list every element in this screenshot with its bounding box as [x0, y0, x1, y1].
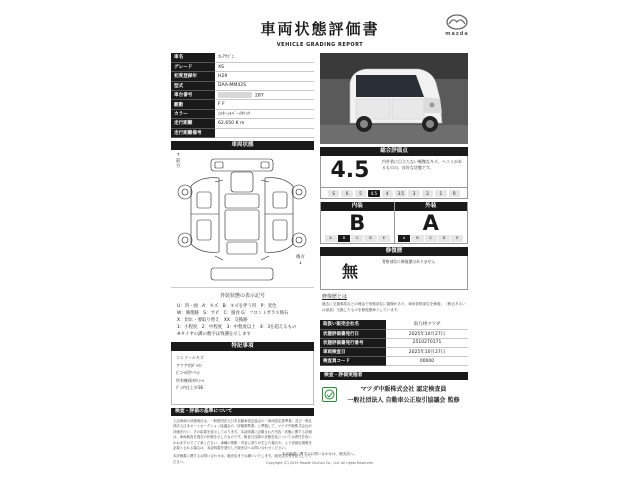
info-row	[320, 348, 468, 357]
report-subtitle: VEHICLE GRADING REPORT	[276, 42, 364, 48]
note-item: 所有権保ｽﾀﾃｨｰﾙ	[176, 377, 204, 383]
score-scale	[320, 188, 468, 199]
notes-heading: 特記事項	[171, 342, 314, 351]
exterior-scale	[395, 235, 468, 242]
score-scale-step: 1	[435, 190, 446, 197]
info-label: 状態評価書発行日	[320, 329, 386, 338]
score-scale-step: 3	[408, 190, 419, 197]
spec-value-text: 287	[255, 93, 264, 99]
overall-score: 4.5	[330, 158, 370, 183]
note-item: ﾃﾞｨｽｸ仕上ｽﾃ36	[176, 385, 204, 391]
info-row	[320, 338, 468, 347]
vehicle-photo-image	[320, 53, 468, 144]
spec-value-text: DAA-MM42S	[218, 83, 247, 89]
score-scale-step: 2	[422, 190, 433, 197]
spec-label: グレード	[171, 62, 215, 71]
info-label: 検査員コード	[320, 357, 386, 366]
exterior-scale-step: B	[411, 235, 423, 242]
footer-note: 本評価書に関するお問い合わせは、販売店へ。	[281, 452, 358, 456]
exterior-label: 外装	[395, 202, 468, 211]
note-item: コンソールキズ	[176, 355, 204, 361]
legend-line: X：切れ・要取り替え XX：交換跡	[177, 318, 248, 324]
interior-grade-box	[320, 202, 395, 244]
info-value: 00000	[386, 357, 468, 366]
spec-row	[171, 100, 314, 109]
note-item: アクア用ｶﾞﾗｽﾉ	[176, 362, 202, 368]
info-label: 取扱い販売会社名	[320, 320, 386, 329]
spec-row	[171, 109, 314, 118]
copyright: Copyright (C) 2019 Mazda Chuhan Co., Ltd. All rights Reserved	[266, 461, 373, 465]
spec-row	[171, 128, 314, 137]
exterior-scale-step: E	[451, 235, 463, 242]
interior-scale-step: A	[325, 235, 337, 242]
interior-scale-step: B	[338, 235, 350, 242]
spec-value	[215, 72, 314, 81]
exterior-scale-step: C	[425, 235, 437, 242]
vehicle-state-diagram	[171, 150, 314, 288]
interior-scale-step: D	[364, 235, 376, 242]
info-value: 2025年10月27日	[386, 348, 468, 357]
spec-label: 走行距離備考	[171, 128, 215, 137]
repair-heading: 修復歴	[320, 247, 468, 256]
spec-label: 初度登録年	[171, 72, 215, 81]
front-direction-label: ↑ 前 方	[176, 153, 181, 170]
masked-vin	[218, 92, 252, 98]
spec-row	[171, 91, 314, 100]
score-scale-step: R	[449, 190, 460, 197]
mazda-emblem-icon	[446, 14, 468, 30]
interior-scale	[321, 235, 394, 242]
spec-label: 車台番号	[171, 91, 215, 100]
info-value: 2510270171	[386, 338, 468, 347]
exterior-scale-step: D	[438, 235, 450, 242]
rear-label: 後方 ↓	[296, 255, 305, 266]
score-scale-step: 3.5	[395, 190, 406, 197]
interior-scale-step: C	[351, 235, 363, 242]
repair-note: 骨格部位に修復歴はありません	[382, 259, 436, 264]
score-heading: 総合評価点	[320, 147, 468, 156]
exterior-grade-box	[395, 202, 469, 244]
vehicle-photo	[320, 53, 468, 144]
score-scale-step: 4	[382, 190, 393, 197]
repair-history-heading: 修復歴とは	[322, 294, 348, 300]
vehicle-state-heading: 車両状態	[171, 141, 314, 150]
score-note: 内外装に目立たない軽微なキズ、ヘコミがあるものの、良好な状態です。	[382, 159, 463, 170]
spec-table	[171, 53, 314, 138]
notes-list	[171, 351, 314, 405]
spec-value-text: ｼﾙｷｰｼﾙﾊﾞｰﾒﾀﾘｯｸ	[218, 112, 251, 118]
inspector-line1: マツダ中販株式会社 認定検査員	[360, 386, 447, 394]
score-row	[320, 156, 468, 188]
info-value: 2025年10月27日	[386, 329, 468, 338]
spec-value	[215, 53, 314, 62]
repair-row	[320, 256, 468, 290]
note-item: ﾋﾞﾆｰﾙ用ﾘｰﾌｨﾝ	[176, 370, 200, 376]
spec-label: 型式	[171, 81, 215, 90]
inspector-line2: 一般社団法人 自動車公正取引協議会 監修	[347, 397, 460, 405]
spec-value-text: 62,650 K m	[218, 120, 245, 126]
info-label: 状態評価書発行番号	[320, 338, 386, 347]
legend-title: 外装状態の表示記号	[219, 293, 265, 300]
spec-value-text: ﾌﾚｱﾜｺﾞﾝ	[218, 55, 235, 61]
repair-value: 無	[341, 262, 358, 281]
spec-row	[171, 53, 314, 62]
info-row	[320, 357, 468, 366]
spec-value	[215, 81, 314, 90]
repair-history-text: 過去に交通事故などの理由で骨格部位に損傷があり、車体骨格部位を修復、（修正あるいは部品）交換したものを修復歴車としています。	[322, 302, 466, 312]
interior-grade: B	[349, 211, 366, 235]
spec-value	[215, 109, 314, 118]
mazda-logo	[440, 14, 474, 37]
spec-row	[171, 62, 314, 71]
grades	[320, 202, 468, 244]
info-label: 車両検査日	[320, 348, 386, 357]
inspector-org	[320, 384, 468, 404]
spec-label: 駆動	[171, 100, 215, 109]
score-scale-step: 6	[341, 190, 352, 197]
legend-line: ※タイヤの溝の数字は残溝を示します	[177, 332, 251, 338]
certification-mark-icon	[322, 387, 337, 402]
interior-scale-step: E	[378, 235, 390, 242]
spec-row	[171, 119, 314, 128]
spec-value	[215, 100, 314, 109]
report-title: 車両状態評価書	[260, 20, 380, 38]
inspector-heading: 検査・評価実施者	[320, 372, 468, 380]
legend-line: 1：小程度 2：中程度 3：中程度以上 4：3を超えるもの	[177, 325, 297, 331]
score-scale-step: S	[328, 190, 339, 197]
spec-value-text: H29	[218, 73, 228, 79]
interior-label: 内装	[321, 202, 394, 211]
spec-label: 車名	[171, 53, 215, 62]
info-value: 南九州マツダ	[386, 320, 468, 329]
info-table	[320, 320, 468, 366]
spec-value	[215, 119, 314, 128]
spec-value-text: XS	[218, 64, 225, 70]
exterior-scale-step: A	[398, 235, 410, 242]
legend-lines	[171, 299, 314, 342]
report-header	[0, 20, 640, 48]
right-column	[320, 53, 468, 404]
brand-name: mazda	[445, 31, 469, 37]
score-scale-step: 5	[355, 190, 366, 197]
inspection-notes-text: 上記車両の評価項目は、一般財団法人日本自動車査定協会の「車両査定基準書」及び一般社団法人日本オートオークション協議会の「評価基準書」に準拠して、マツダ中販株式会社が評価を行い、その結果を表示しております。本証明書に記載された内容・状態に関する評価は、車両検査日現在の状態を示したものです。検査日以降の状態変化については責任を負いかねますのでご了承ください。車種の情報・内容に誤りが生じた場合や、より詳細な情報を必要とされる場合は、本証明書を発行した販売店へお問い合わせください。	[173, 419, 313, 451]
spec-value	[215, 91, 314, 100]
left-column	[171, 53, 314, 468]
repair-history	[320, 290, 468, 316]
spec-value	[215, 128, 314, 137]
spec-label: 走行距離	[171, 119, 215, 128]
legend-line: U：凹・曲 A：キズ B：キズを伴う凹 P：変色	[177, 304, 277, 310]
info-row	[320, 320, 468, 329]
spec-row	[171, 81, 314, 90]
spec-value	[215, 62, 314, 71]
info-row	[320, 329, 468, 338]
inspection-notes-footnote: 本評価書に関するお問い合わせは、販売店までお願いいたします。販売店名等を記入してください。	[173, 454, 312, 464]
spec-row	[171, 72, 314, 81]
exterior-grade: A	[422, 211, 439, 235]
car-outline-diagram	[171, 156, 314, 284]
score-scale-step: 4.5	[368, 190, 379, 197]
inspection-notes-heading: 検査・評価の基準について	[171, 408, 314, 416]
spec-label: カラー	[171, 109, 215, 118]
legend-line: W：修理跡 S：サビ C：腐食 G：フロントガラス飛石	[177, 311, 289, 317]
spec-value-text: F F	[218, 102, 225, 108]
front-label: 前 方	[176, 158, 181, 170]
